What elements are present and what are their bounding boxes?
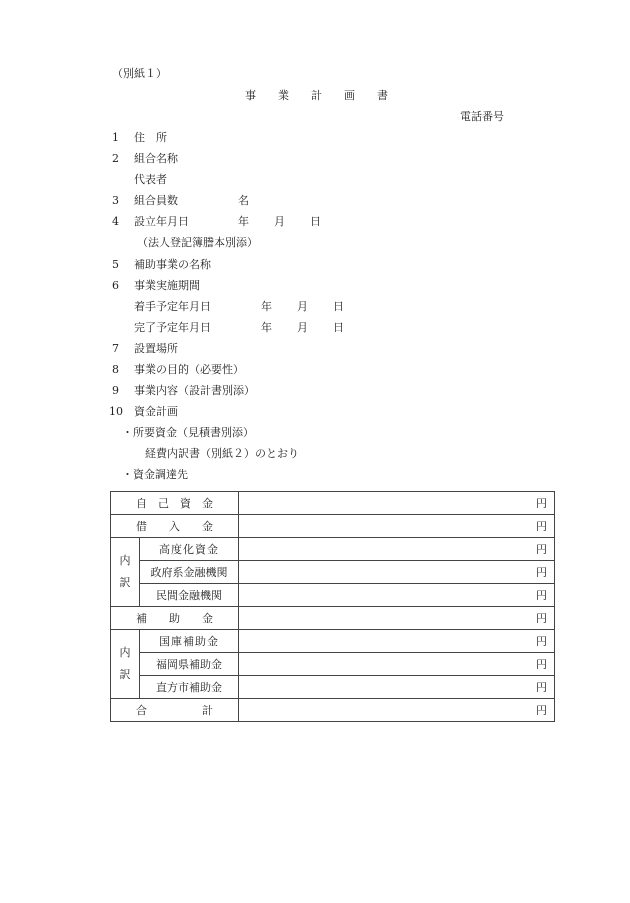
city-subsidy-amount: 円	[239, 676, 555, 699]
total-label: 合 計	[111, 699, 239, 722]
item-3-number: 3	[112, 194, 119, 207]
item-4-establishment-date-label: 設立年月日	[134, 215, 189, 228]
document-title: 事 業 計 画 書	[245, 89, 388, 102]
item-8-number: 8	[112, 363, 119, 376]
prefecture-subsidy-amount: 円	[239, 653, 555, 676]
private-financial-institution-amount: 円	[239, 584, 555, 607]
end-month-unit: 月	[297, 321, 308, 334]
table-row	[111, 607, 555, 630]
modernization-fund-label: 高度化資金	[140, 538, 239, 561]
table-row	[111, 492, 555, 515]
item-9-number: 9	[112, 384, 119, 397]
borrowing-amount: 円	[239, 515, 555, 538]
end-day-unit: 日	[333, 321, 344, 334]
representative-label: 代表者	[134, 173, 167, 186]
required-funds-label: ・所要資金（見積書別添）	[122, 426, 254, 439]
establishment-month-unit: 月	[274, 215, 285, 228]
item-10-funding-plan-label: 資金計画	[134, 405, 178, 418]
item-2-union-name-label: 組合名称	[134, 152, 178, 165]
start-year-unit: 年	[261, 300, 272, 313]
item-1-address-label: 住 所	[134, 131, 167, 144]
government-financial-institution-label: 政府系金融機関	[140, 561, 239, 584]
cost-breakdown-note: 経費内訳書（別紙２）のとおり	[145, 447, 299, 460]
item-9-content-label: 事業内容（設計書別添）	[134, 384, 255, 397]
national-subsidy-label: 国庫補助金	[140, 630, 239, 653]
item-7-number: 7	[112, 342, 119, 355]
item-5-number: 5	[112, 258, 119, 271]
government-financial-institution-amount: 円	[239, 561, 555, 584]
table-row	[111, 653, 555, 676]
attachment-label: （別紙１）	[112, 67, 167, 80]
subsidy-amount: 円	[239, 607, 555, 630]
establishment-day-unit: 日	[310, 215, 321, 228]
start-date-label: 着手予定年月日	[134, 300, 211, 313]
own-funds-amount: 円	[239, 492, 555, 515]
item-1-number: 1	[112, 131, 119, 144]
item-3-member-count-label: 組合員数	[134, 194, 178, 207]
fund-procurement-label: ・資金調達先	[122, 468, 188, 481]
table-row	[111, 699, 555, 722]
funding-source-table	[110, 491, 555, 722]
establishment-year-unit: 年	[238, 215, 249, 228]
start-day-unit: 日	[333, 300, 344, 313]
own-funds-label: 自 己 資 金	[111, 492, 239, 515]
item-6-number: 6	[112, 279, 119, 292]
table-row	[111, 515, 555, 538]
total-amount: 円	[239, 699, 555, 722]
item-4-number: 4	[112, 215, 119, 228]
table-row	[111, 584, 555, 607]
registry-attachment-note: （法人登記簿謄本別添）	[137, 236, 258, 249]
end-year-unit: 年	[261, 321, 272, 334]
borrowing-breakdown-label: 内 訳	[111, 538, 140, 607]
table-row	[111, 561, 555, 584]
member-count-unit: 名	[238, 194, 249, 207]
subsidy-label: 補 助 金	[111, 607, 239, 630]
table-row	[111, 538, 555, 561]
item-5-project-name-label: 補助事業の名称	[134, 258, 211, 271]
national-subsidy-amount: 円	[239, 630, 555, 653]
modernization-fund-amount: 円	[239, 538, 555, 561]
item-10-number: 10	[109, 405, 123, 418]
city-subsidy-label: 直方市補助金	[140, 676, 239, 699]
item-6-period-label: 事業実施期間	[134, 279, 200, 292]
item-2-number: 2	[112, 152, 119, 165]
item-8-purpose-label: 事業の目的（必要性）	[134, 363, 244, 376]
end-date-label: 完了予定年月日	[134, 321, 211, 334]
table-row	[111, 676, 555, 699]
item-7-location-label: 設置場所	[134, 342, 178, 355]
prefecture-subsidy-label: 福岡県補助金	[140, 653, 239, 676]
private-financial-institution-label: 民間金融機関	[140, 584, 239, 607]
borrowing-label: 借 入 金	[111, 515, 239, 538]
table-row	[111, 630, 555, 653]
subsidy-breakdown-label: 内 訳	[111, 630, 140, 699]
start-month-unit: 月	[297, 300, 308, 313]
phone-number-label: 電話番号	[460, 110, 504, 123]
